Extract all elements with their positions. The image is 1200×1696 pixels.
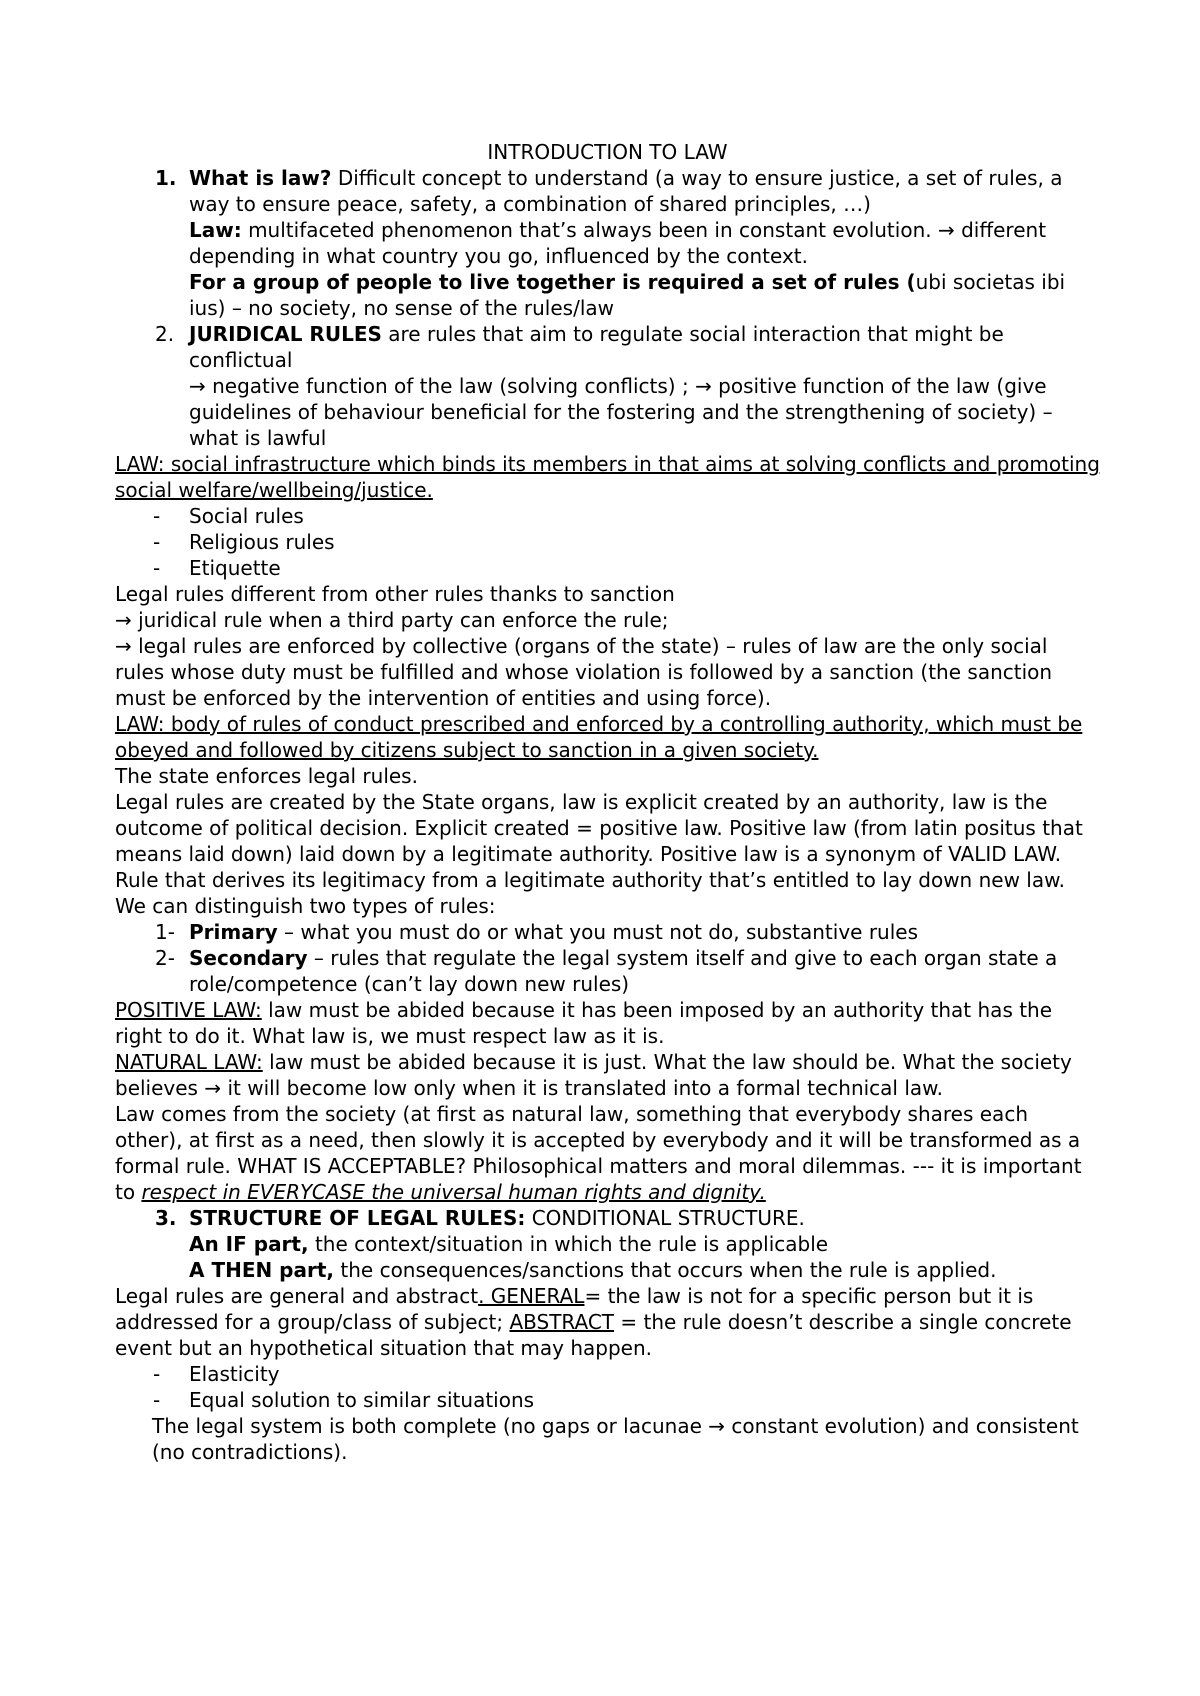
underlined-label: POSITIVE LAW: (115, 998, 262, 1022)
arrow-right-icon: → (937, 218, 955, 242)
underlined-label: ABSTRACT (509, 1310, 615, 1334)
text: ubi societas ibi ius) – no society, no sense of the rules/law (189, 270, 1066, 320)
section-what-is-law (115, 165, 1100, 217)
features-list (115, 1361, 1100, 1413)
dash-marker: - (153, 1362, 161, 1386)
text: The legal system is both complete (no gaps or lacunae (152, 1414, 709, 1438)
arrow-right-icon: → (189, 374, 206, 398)
list-item-text: Etiquette (189, 556, 281, 580)
text: it will become low only when it is translated into a formal technical law. (221, 1076, 944, 1100)
text: are rules that aim to regulate social interaction that might be conflictual (189, 322, 1004, 372)
section-structure (115, 1205, 1100, 1231)
text: – rules that regulate the legal system itself and give to each organ state a role/competence (can’t lay down new rules) (189, 946, 1058, 996)
paragraph-two-types: We can distinguish two types of rules: (115, 894, 496, 918)
paragraph-functions (115, 373, 1100, 451)
list-number: 3. (155, 1206, 177, 1230)
list-item (115, 555, 1100, 581)
bold-lead: Secondary (189, 946, 308, 970)
text: = the rule doesn’t describe a single concrete event but an hypothetical situation that may happen. (115, 1310, 1072, 1360)
paragraph-legal-difference: Legal rules different from other rules thanks to sanction (115, 582, 675, 606)
list-number: 1. (155, 166, 177, 190)
text: different depending in what country you go, influenced by the context. (189, 218, 1047, 268)
text: Law comes from the society (at first as natural law, something that everybody shares each other), at first as a need, then slowly it is accepted by everybody and it will be transformed as a formal rule. WHAT IS ACCEPTABLE? Philosophical matters and moral dilemmas. --- it is important to (115, 1102, 1082, 1204)
list-item-text: Equal solution to similar situations (189, 1388, 535, 1412)
list-number: 1- (155, 920, 175, 944)
paragraph-enforced (115, 633, 1100, 711)
arrow-right-icon: → (115, 608, 132, 632)
paragraph-general-abstract (115, 1283, 1100, 1361)
list-number: 2- (155, 946, 175, 970)
bold-label: A THEN part, (189, 1258, 335, 1282)
type-primary (115, 919, 1100, 945)
list-item-text: Social rules (189, 504, 304, 528)
text: Difficult concept to understand (a way to ensure justice, a set of rules, a way to ensure peace, safety, a combination of shared principles, …) (189, 166, 1063, 216)
paragraph (189, 919, 1100, 945)
list-item (115, 503, 1100, 529)
paragraph (189, 165, 1100, 217)
text: Legal rules are general and abstract (115, 1284, 479, 1308)
paragraph-law-definition (115, 217, 1100, 269)
underlined-label: . GENERAL (478, 1284, 585, 1308)
text: law must be abided because it has been imposed by an authority that has the right to do it. What law is, we must respect law as it is. (115, 998, 1053, 1048)
paragraph-if-part (115, 1231, 1100, 1257)
underlined-label: NATURAL LAW: (115, 1050, 263, 1074)
text: CONDITIONAL STRUCTURE. (525, 1206, 805, 1230)
law-definition-1: LAW: social infrastructure which binds its members in that aims at solving conflicts and promoting social welfare/wellbeing/justice. (115, 452, 1100, 502)
text: – what you must do or what you must not do, substantive rules (277, 920, 919, 944)
text: constant evolution) and consistent (no contradictions). (152, 1414, 1079, 1464)
list-item-text: Elasticity (189, 1362, 280, 1386)
text: positive function of the law (give guidelines of behaviour beneficial for the fostering and the strengthening of society) – what is lawful (189, 374, 1053, 450)
paragraph-positive-law: Legal rules are created by the State organs, law is explicit created by an authority, law is the outcome of political decision. Explicit created = positive law. Positive law (from latin positus that means laid down) laid down by a legitimate authority. Positive law is a synonym of VALID LAW. Rule that derives its legitimacy from a legitimate authority that’s entitled to lay down new law. (115, 790, 1083, 892)
law-definition-2: LAW: body of rules of conduct prescribed and enforced by a controlling authority, which must be obeyed and followed by citizens subject to sanction in a given society. (115, 712, 1083, 762)
text: multifaceted phenomenon that’s always been in constant evolution. (241, 218, 938, 242)
paragraph-third-party (115, 607, 1100, 633)
paragraph-natural-law-def (115, 1049, 1100, 1101)
dash-marker: - (153, 504, 161, 528)
arrow-right-icon: → (204, 1076, 222, 1100)
text: = the law is not for a specific person but it is addressed for a group/class of subject; (115, 1284, 1034, 1334)
rules-list (115, 503, 1100, 581)
bold-label: Law: (189, 218, 242, 242)
paragraph (189, 945, 1100, 997)
text: juridical rule when a third party can enforce the rule; (131, 608, 669, 632)
arrow-right-icon: → (115, 634, 132, 658)
text: legal rules are enforced by collective (organs of the state) – rules of law are the only social rules whose duty must be fulfilled and whose violation is followed by a sanction (the sanction must be enforced by the intervention of entities and using force). (115, 634, 1053, 710)
text: negative function of the law (solving conflicts) ; (205, 374, 696, 398)
paragraph-society (115, 1101, 1100, 1205)
list-item (115, 1361, 1100, 1387)
emphasized-text: respect in EVERYCASE the universal human rights and dignity. (141, 1180, 766, 1204)
text: law must be abided because it is just. What the law should be. What the society believes (115, 1050, 1072, 1100)
paragraph-group-rules (115, 269, 1100, 321)
section-juridical-rules (115, 321, 1100, 373)
paragraph-state-enforces: The state enforces legal rules. (115, 764, 418, 788)
bold-lead: JURIDICAL RULES (189, 322, 382, 346)
dash-marker: - (153, 556, 161, 580)
bold-lead: STRUCTURE OF LEGAL RULES: (189, 1206, 526, 1230)
list-number: 2. (155, 322, 175, 346)
document-title: INTRODUCTION TO LAW (487, 140, 728, 164)
bold-lead: Primary (189, 920, 278, 944)
dash-marker: - (153, 530, 161, 554)
paragraph (189, 1205, 1100, 1231)
text: the context/situation in which the rule is applicable (308, 1232, 829, 1256)
arrow-right-icon: → (695, 374, 712, 398)
paragraph-then-part (115, 1257, 1100, 1283)
paragraph-positive-law-def (115, 997, 1100, 1049)
bold-lead: What is law? (189, 166, 332, 190)
bold-label: An IF part, (189, 1232, 309, 1256)
dash-marker: - (153, 1388, 161, 1412)
list-item (115, 529, 1100, 555)
bold-text: For a group of people to live together is required a set of rules ( (189, 270, 916, 294)
list-item-text: Religious rules (189, 530, 335, 554)
list-item (115, 1387, 1100, 1413)
paragraph (189, 321, 1100, 373)
type-secondary (115, 945, 1100, 997)
text: the consequences/sanctions that occurs when the rule is applied. (334, 1258, 997, 1282)
arrow-right-icon: → (708, 1414, 726, 1438)
paragraph-complete-consistent (115, 1413, 1100, 1465)
